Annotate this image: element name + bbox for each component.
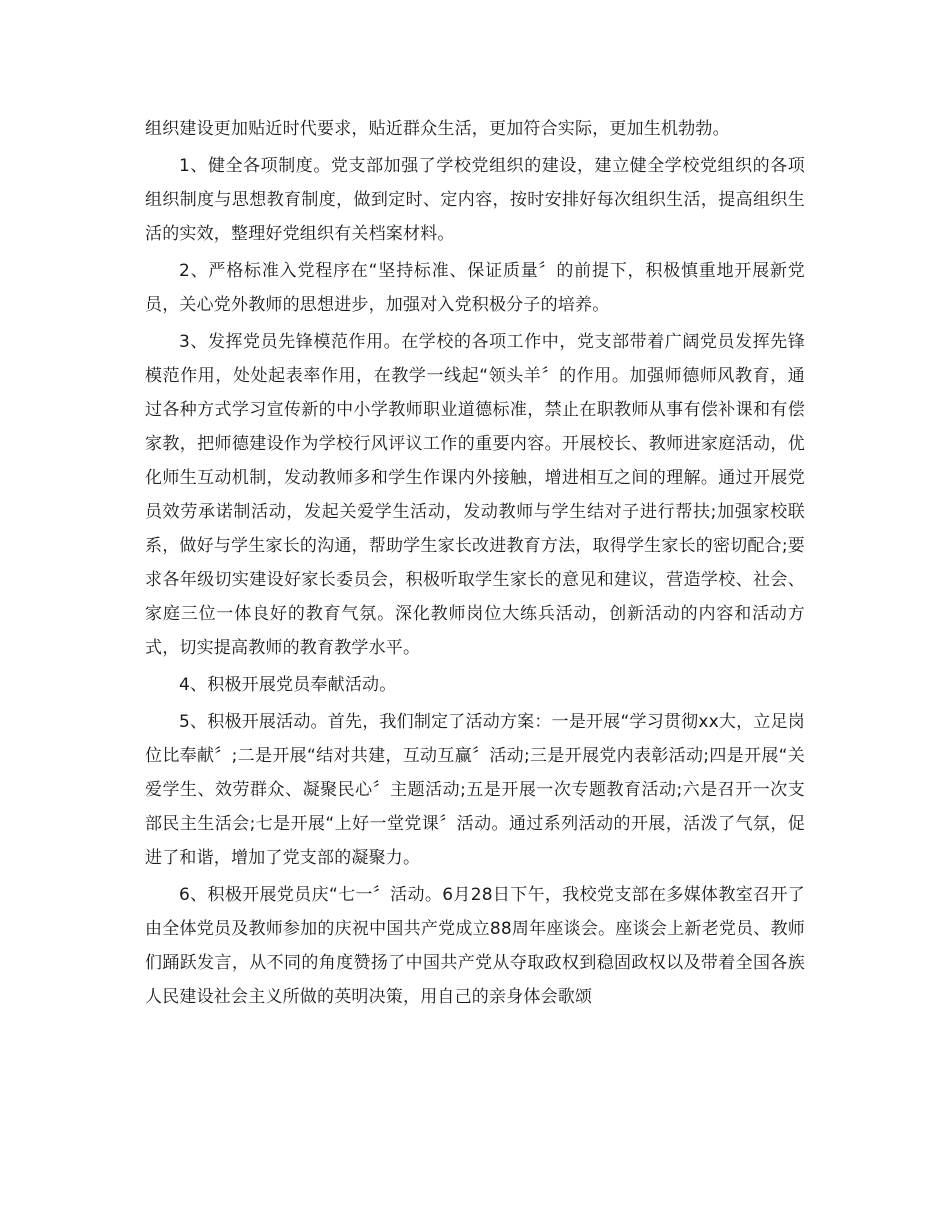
paragraph-item-5: 5、积极开展活动。首先，我们制定了活动方案：一是开展“学习贯彻xx大，立足岗位比奉献〞;二是开展“结对共建，互动互赢〞活动;三是开展党内表彰活动;四是开展“关爱学生、效劳群众、凝聚民心〞主题活动;五是开展一次专题教育活动;六是召开一次支部民主生活会;七是开展“上好一堂党课〞活动。通过系列活动的开展，活泼了气氛，促进了和谐，增加了党支部的凝聚力。	[145, 712, 805, 868]
paragraph-item-3: 3、发挥党员先锋模范作用。在学校的各项工作中，党支部带着广阔党员发挥先锋模范作用，处处起表率作用，在教学一线起“领头羊〞的作用。加强师德师风教育，通过各种方式学习宣传新的中小学教师职业道德标准，禁止在职教师从事有偿补课和有偿家教，把师德建设作为学校行风评议工作的重要内容。开展校长、教师进家庭活动，优化师生互动机制，发动教师多和学生作课内外接触，增进相互之间的理解。通过开展党员效劳承诺制活动，发起关爱学生活动，发动教师与学生结对子进行帮扶;加强家校联系，做好与学生家长的沟通，帮助学生家长改进教育方法，取得学生家长的密切配合;要求各年级切实建设好家长委员会，积极听取学生家长的意见和建议，营造学校、社会、家庭三位一体良好的教育气氛。深化教师岗位大练兵活动，创新活动的内容和活动方式，切实提高教师的教育教学水平。	[145, 332, 805, 658]
paragraph-item-6: 6、积极开展党员庆“七一〞活动。6月28日下午，我校党支部在多媒体教室召开了由全体党员及教师参加的庆祝中国共产党成立88周年座谈会。座谈会上新老党员、教师们踊跃发言，从不同的角度赞扬了中国共产党从夺取政权到稳固政权以及带着全国各族人民建设社会主义所做的英明决策，用自己的亲身体会歌颂	[145, 885, 805, 1007]
paragraph-item-4: 4、积极开展党员奉献活动。	[179, 675, 397, 695]
paragraph-item-2: 2、严格标准入党程序在“坚持标准、保证质量〞的前提下，积极慎重地开展新党员，关心党外教师的思想进步，加强对入党积极分子的培养。	[145, 261, 805, 315]
paragraph-continuation: 组织建设更加贴近时代要求，贴近群众生活，更加符合实际，更加生机勃勃。	[145, 119, 730, 139]
paragraph-item-1: 1、健全各项制度。党支部加强了学校党组织的建设，建立健全学校党组织的各项组织制度与思想教育制度，做到定时、定内容，按时安排好每次组织生活，提高组织生活的实效，整理好党组织有关档案材料。	[145, 156, 805, 244]
document-body	[145, 112, 805, 1017]
